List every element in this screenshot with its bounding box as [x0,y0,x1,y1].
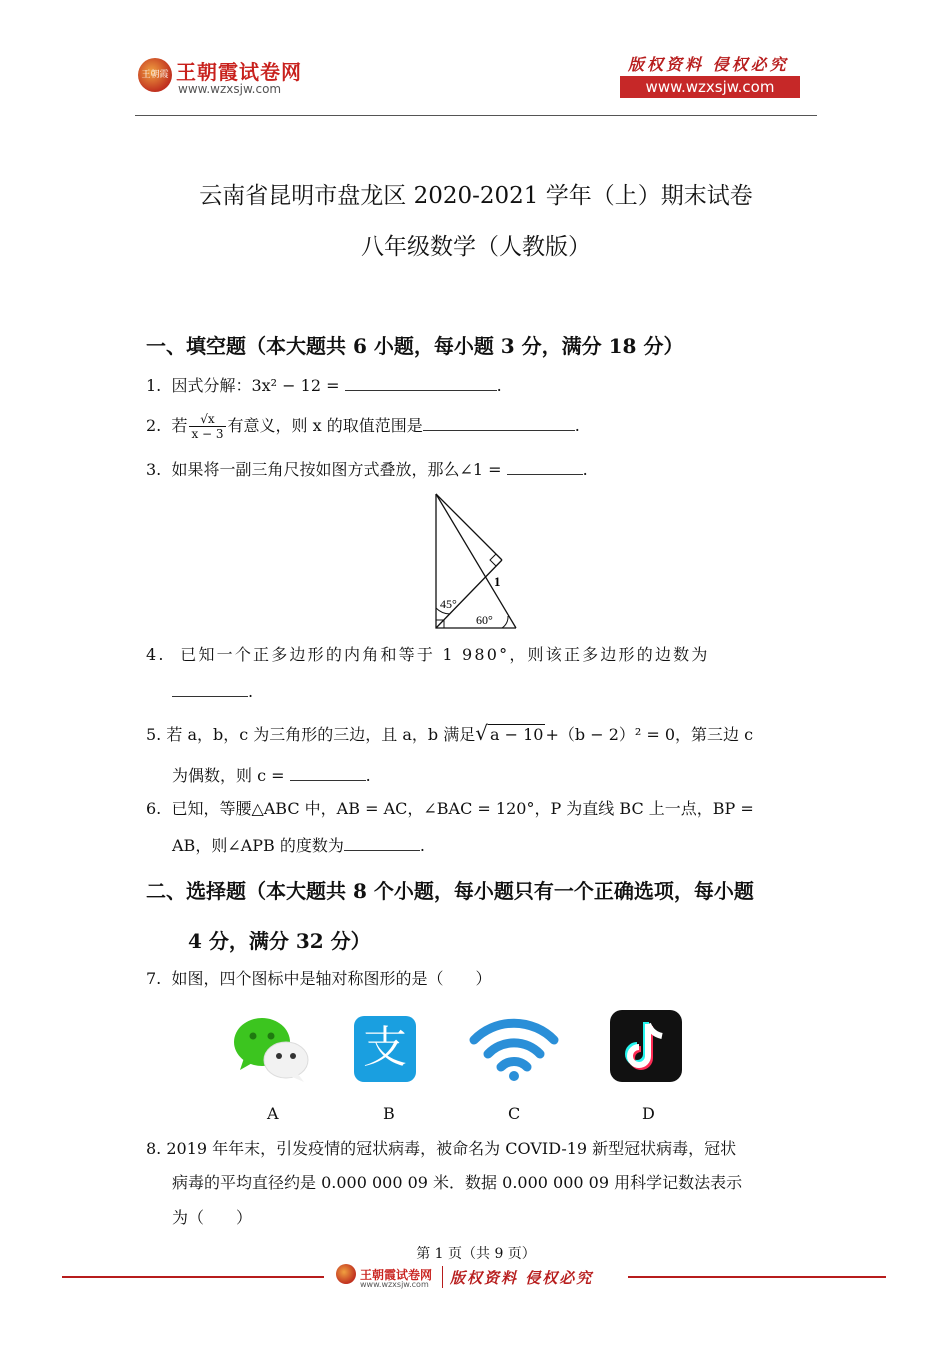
section-1-heading: 一、填空题（本大题共 6 小题，每小题 3 分，满分 18 分） [146,334,684,358]
wifi-icon [468,1012,560,1082]
section-2-heading-cont: 4 分，满分 32 分） [188,929,371,953]
tiktok-icon [610,1010,682,1082]
question-4: 4. 已知一个正多边形的内角和等于 1 980°，则该正多边形的边数为 [146,645,710,664]
logo-badge-icon: 王朝霞 [138,58,172,92]
question-5: 5. 若 a，b，c 为三角形的三边，且 a，b 满足√ a − 10 +（b − 2）² = 0，第三边 c [146,721,754,745]
angle-arc-60 [502,616,508,628]
fraction: $\frac{√x}{x - 3}$ [191,412,224,441]
option-a-label: A [267,1104,279,1123]
option-b-label: B [383,1104,395,1123]
question-8-line-3: 为（ ） [172,1208,253,1227]
exam-title: 云南省昆明市盘龙区 2020-2021 学年（上）期末试卷 [199,183,753,209]
question-3: 3. 如果将一副三角尺按如图方式叠放，那么∠1 = . [146,460,588,479]
question-4-blank-line: . [172,680,253,703]
answer-blank [507,458,583,475]
question-7: 7. 如图，四个图标中是轴对称图形的是（ ） [146,969,492,988]
footer-rule-left [62,1276,324,1278]
answer-blank [290,764,366,781]
option-d-label: D [642,1104,655,1123]
footer-separator [442,1266,443,1288]
question-1: 1. 因式分解：3x² − 12 = . [146,376,502,395]
question-6-line-2: AB，则∠APB 的度数为 . [172,836,425,855]
question-8: 8. 2019 年年末，引发疫情的冠状病毒，被命名为 COVID-19 新型冠状病毒，冠状 [146,1139,737,1158]
logo-name: 王朝霞试卷网 [176,60,302,84]
answer-blank [345,374,497,391]
copyright-notice: 版权资料 侵权必究 [628,55,789,74]
url-banner: www.wzxsjw.com [620,76,800,98]
logo-url: www.wzxsjw.com [178,82,282,96]
wechat-icon [232,1014,312,1084]
radical-sign: √ [475,721,488,745]
footer-logo-name: 王朝霞试卷网 [360,1268,433,1282]
footer-copyright: 版权资料 侵权必究 [450,1269,594,1287]
label-angle-1: 1 [494,574,501,589]
question-8-line-2: 病毒的平均直径约是 0.000 000 09 米．数据 0.000 000 09 用科学记数法表示 [172,1173,743,1192]
question-6: 6. 已知，等腰△ABC 中，AB = AC，∠BAC = 120°，P 为直线 BC 上一点，BP = [146,799,754,818]
header-divider [135,115,817,116]
answer-blank [172,680,248,697]
question-5-line-2: 为偶数，则 c = . [172,766,371,785]
exam-subtitle: 八年级数学（人教版） [361,234,591,260]
page-number: 第 1 页（共 9 页） [416,1246,536,1262]
alipay-icon [354,1016,416,1082]
section-2-heading: 二、选择题（本大题共 8 个小题，每小题只有一个正确选项，每小题 [146,879,754,903]
footer-url: www.wzxsjw.com [360,1280,429,1289]
footer-logo-icon [336,1264,356,1284]
alipay-glyph: 支 [363,1022,407,1073]
answer-blank [423,414,575,431]
set-square-figure [428,490,524,632]
label-60-degrees: 60° [476,613,493,627]
label-45-degrees: 45° [440,597,457,611]
right-angle-mark [490,554,496,566]
question-2: 2. 若 $\frac{√x}{x - 3}$ 有意义，则 x 的取值范围是 . [146,412,580,441]
footer-rule-right [628,1276,886,1278]
option-c-label: C [508,1104,521,1123]
answer-blank [344,834,420,851]
